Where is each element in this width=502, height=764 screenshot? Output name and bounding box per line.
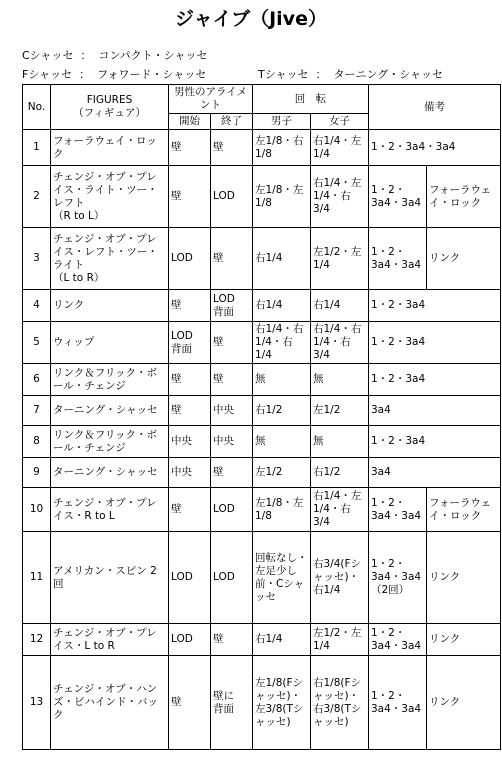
table-row: [23, 322, 501, 364]
row-man-turn: 左1/8・左1/8: [253, 166, 311, 228]
row-woman-turn: 無: [311, 364, 369, 396]
row-woman-turn: 右1/8(Fシャッセ)・右3/8(Tシャッセ): [311, 656, 369, 750]
legend-c-chasse: Cシャッセ ： コンパクト・シャッセ: [22, 49, 208, 62]
row-no: 6: [23, 364, 51, 396]
figures-table: [22, 84, 501, 750]
row-timing: 1・2・3a4・3a4: [369, 488, 427, 532]
row-timing: 1・2・3a4: [369, 426, 501, 458]
row-man-turn: 無: [253, 364, 311, 396]
row-woman-turn: 右1/4・左1/4・右3/4: [311, 166, 369, 228]
row-end: 壁に 背面: [211, 656, 253, 750]
row-end: 壁: [211, 458, 253, 488]
legend-t-chasse: Tシャッセ ： ターニング・シャッセ: [258, 68, 444, 81]
row-timing: 1・2・3a4: [369, 322, 501, 364]
row-start: 壁: [169, 364, 211, 396]
row-start: 壁: [169, 656, 211, 750]
row-woman-turn: 右1/4・左1/4・右3/4: [311, 488, 369, 532]
row-man-turn: 左1/2: [253, 458, 311, 488]
row-end: 壁: [211, 130, 253, 166]
row-timing: 3a4: [369, 458, 501, 488]
row-no: 13: [23, 656, 51, 750]
row-end: LOD: [211, 488, 253, 532]
row-woman-turn: 左1/2: [311, 396, 369, 426]
row-start: 壁: [169, 166, 211, 228]
row-end: 中央: [211, 426, 253, 458]
header-end: 終了: [211, 114, 253, 130]
row-figure: チェンジ・オブ・プレイス・R to L: [51, 488, 169, 532]
table-row: [23, 130, 501, 166]
row-end: 壁: [211, 624, 253, 656]
header-man: 男子: [253, 114, 311, 130]
row-no: 1: [23, 130, 51, 166]
row-note: リンク: [427, 532, 501, 624]
row-woman-turn: 右1/4: [311, 290, 369, 322]
table-row: [23, 458, 501, 488]
row-man-turn: 左1/8(Fシャッセ)・左3/8(Tシャッセ): [253, 656, 311, 750]
row-start: LOD: [169, 228, 211, 290]
row-figure: チェンジ・オブ・ハンズ・ビハインド・バック: [51, 656, 169, 750]
row-woman-turn: 左1/2・左1/4: [311, 228, 369, 290]
row-figure: ウィップ: [51, 322, 169, 364]
row-end: LOD: [211, 532, 253, 624]
row-man-turn: 右1/4・右1/4・右1/4: [253, 322, 311, 364]
row-start: LOD 背面: [169, 322, 211, 364]
row-note: リンク: [427, 624, 501, 656]
row-man-turn: 右1/4: [253, 228, 311, 290]
row-figure: リンク＆フリック・ボール・チェンジ: [51, 426, 169, 458]
row-start: 壁: [169, 488, 211, 532]
table-row: [23, 532, 501, 624]
row-man-turn: 回転なし・左足少し前・Cシャッセ: [253, 532, 311, 624]
row-woman-turn: 右1/4・右1/4・右3/4: [311, 322, 369, 364]
row-figure: ターニング・シャッセ: [51, 396, 169, 426]
row-no: 5: [23, 322, 51, 364]
row-man-turn: 右1/2: [253, 396, 311, 426]
row-end: LOD: [211, 166, 253, 228]
row-start: 壁: [169, 396, 211, 426]
table-row: [23, 290, 501, 322]
header-figures: FIGURES （フィギュア）: [51, 85, 169, 130]
row-timing: 1・2・3a4・3a4: [369, 130, 501, 166]
row-woman-turn: 右1/4・左1/4: [311, 130, 369, 166]
table-row: [23, 364, 501, 396]
row-man-turn: 無: [253, 426, 311, 458]
row-start: 中央: [169, 458, 211, 488]
row-woman-turn: 左1/2・左1/4: [311, 624, 369, 656]
row-timing: 1・2・3a4・3a4: [369, 656, 427, 750]
row-man-turn: 左1/8・左1/8: [253, 488, 311, 532]
row-figure: アメリカン・スピン 2回: [51, 532, 169, 624]
row-start: 壁: [169, 130, 211, 166]
header-alignment: 男性のアライメント: [169, 85, 253, 114]
row-woman-turn: 無: [311, 426, 369, 458]
row-man-turn: 左1/8・右1/8: [253, 130, 311, 166]
table-row: [23, 488, 501, 532]
header-remarks: 備考: [369, 85, 501, 130]
row-start: 壁: [169, 290, 211, 322]
header-woman: 女子: [311, 114, 369, 130]
page-title: ジャイブ（Jive）: [175, 8, 327, 30]
row-timing: 1・2・3a4: [369, 290, 501, 322]
row-timing: 1・2・3a4・3a4（2回）: [369, 532, 427, 624]
row-timing: 1・2・3a4・3a4: [369, 228, 427, 290]
row-no: 3: [23, 228, 51, 290]
row-woman-turn: 右1/2: [311, 458, 369, 488]
table-row: [23, 426, 501, 458]
table-row: [23, 624, 501, 656]
row-figure: ターニング・シャッセ: [51, 458, 169, 488]
row-figure: リンク＆フリック・ボール・チェンジ: [51, 364, 169, 396]
row-note: リンク: [427, 656, 501, 750]
table-row: [23, 656, 501, 750]
row-no: 10: [23, 488, 51, 532]
header-turn: 回 転: [253, 85, 369, 114]
row-no: 4: [23, 290, 51, 322]
row-note: フォーラウェイ・ロック: [427, 488, 501, 532]
row-note: リンク: [427, 228, 501, 290]
row-end: LOD 背面: [211, 290, 253, 322]
row-man-turn: 右1/4: [253, 624, 311, 656]
row-figure: チェンジ・オブ・プレイス・ライト・ツー・レフト （R to L）: [51, 166, 169, 228]
row-end: 壁: [211, 322, 253, 364]
row-note: フォーラウェイ・ロック: [427, 166, 501, 228]
row-no: 11: [23, 532, 51, 624]
row-figure: リンク: [51, 290, 169, 322]
table-row: [23, 396, 501, 426]
header-start: 開始: [169, 114, 211, 130]
row-start: LOD: [169, 532, 211, 624]
row-timing: 3a4: [369, 396, 501, 426]
table-row: [23, 228, 501, 290]
row-end: 壁: [211, 228, 253, 290]
row-end: 中央: [211, 396, 253, 426]
row-no: 8: [23, 426, 51, 458]
row-figure: チェンジ・オブ・プレイス・レフト・ツー・ライト （L to R）: [51, 228, 169, 290]
row-start: LOD: [169, 624, 211, 656]
row-woman-turn: 右3/4(Fシャッセ)・右1/4: [311, 532, 369, 624]
row-timing: 1・2・3a4・3a4: [369, 166, 427, 228]
row-end: 壁: [211, 364, 253, 396]
table-row: [23, 166, 501, 228]
row-no: 12: [23, 624, 51, 656]
row-timing: 1・2・3a4: [369, 364, 501, 396]
row-no: 2: [23, 166, 51, 228]
row-start: 中央: [169, 426, 211, 458]
row-no: 9: [23, 458, 51, 488]
row-timing: 1・2・3a4・3a4: [369, 624, 427, 656]
row-man-turn: 右1/4: [253, 290, 311, 322]
row-no: 7: [23, 396, 51, 426]
row-figure: フォーラウェイ・ロック: [51, 130, 169, 166]
header-no: No.: [23, 85, 51, 130]
legend-f-chasse: Fシャッセ ： フォワード・シャッセ: [22, 68, 207, 81]
row-figure: チェンジ・オブ・プレイス・L to R: [51, 624, 169, 656]
